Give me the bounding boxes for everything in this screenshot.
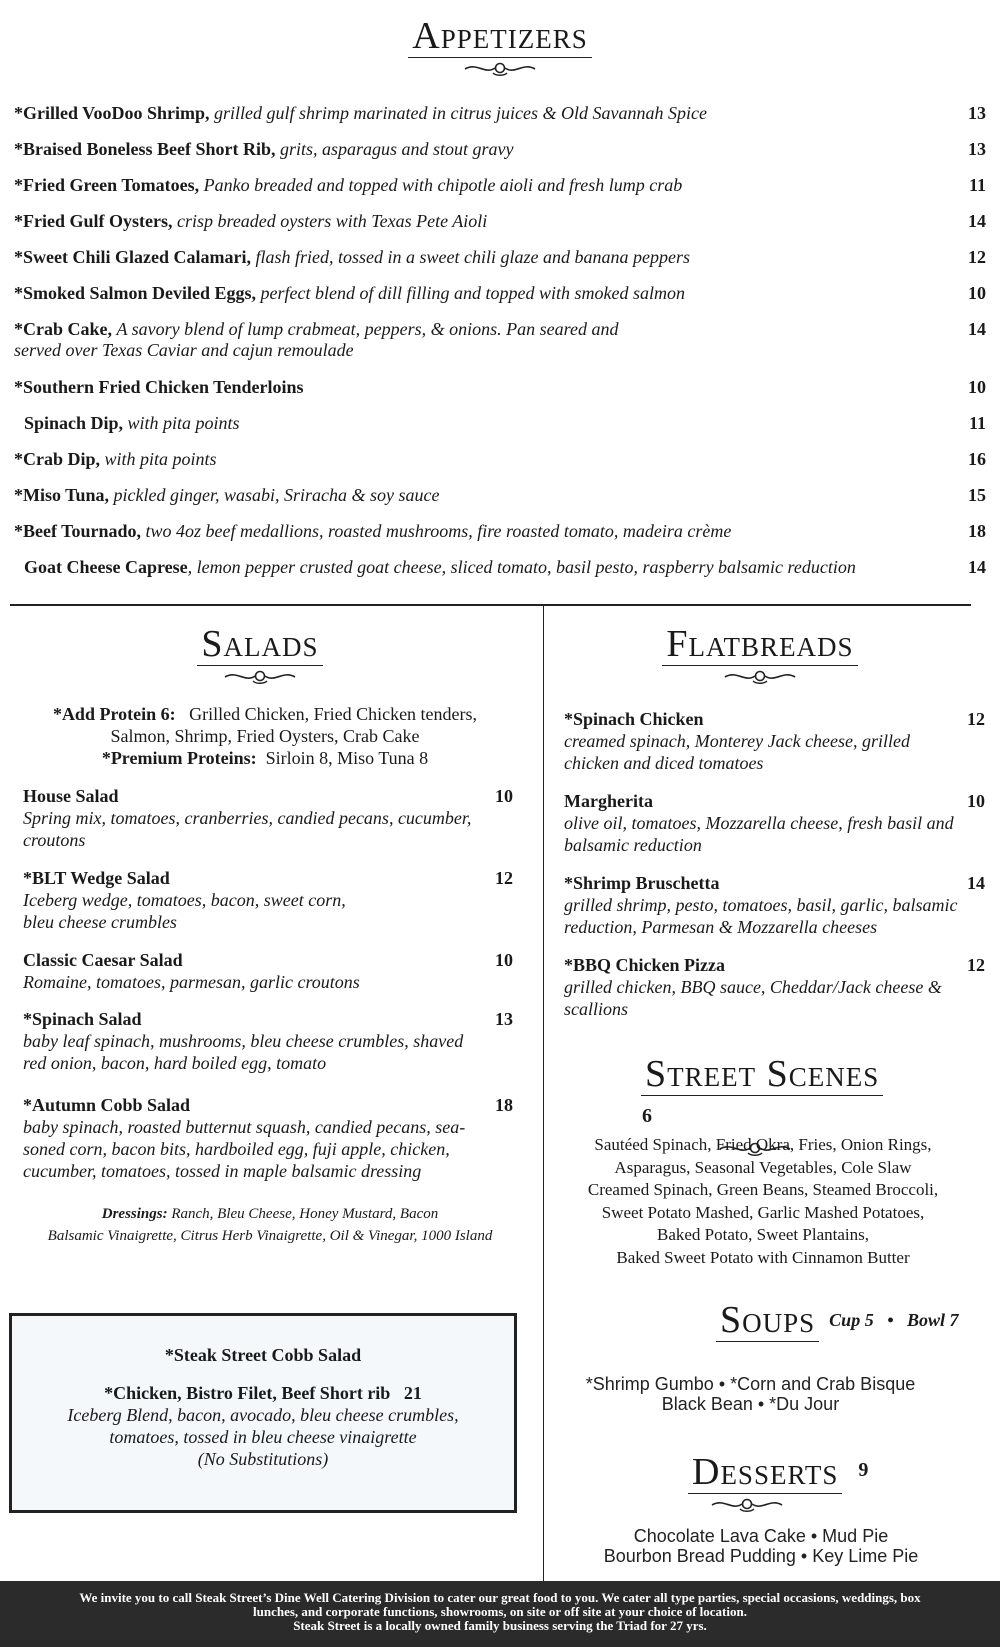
soups-title: Soups — [716, 1300, 819, 1342]
item-description: with pita points — [127, 413, 240, 433]
dessert-line: Chocolate Lava Cake • Mud Pie — [633, 1526, 889, 1546]
catering-footer — [0, 1581, 1000, 1647]
side-line: Sweet Potato Mashed, Garlic Mashed Potatoes, — [601, 1202, 925, 1222]
item-description: Spring mix, tomatoes, cranberries, candied pecans, cucumber, — [23, 808, 472, 828]
soups-bowl-price: Bowl 7 — [907, 1310, 959, 1330]
side-line: Baked Sweet Potato with Cinnamon Butter — [616, 1247, 910, 1267]
appetizers-title: Appetizers — [408, 16, 591, 58]
list-item — [14, 247, 986, 268]
list-item — [14, 413, 986, 434]
list-item — [23, 949, 513, 993]
soups-separator: • — [887, 1310, 894, 1330]
item-price: 14 — [968, 557, 986, 577]
add-protein-line — [10, 703, 520, 725]
list-item — [14, 557, 986, 578]
premium-label: *Premium Proteins: — [101, 748, 257, 768]
protein-label: *Add Protein 6: — [52, 704, 176, 724]
footer-line: lunches, and corporate functions, showrooms, on site or off site at your choice of location. — [253, 1604, 747, 1619]
steak-cobb-note: (No Substitutions) — [197, 1449, 329, 1469]
item-price: 12 — [967, 955, 985, 975]
ornament-icon — [710, 1496, 784, 1514]
item-price: 10 — [968, 283, 986, 303]
item-price: 10 — [495, 950, 513, 970]
footer-line: Steak Street is a locally owned family business serving the Triad for 27 yrs. — [293, 1618, 707, 1633]
item-name: *Crab Dip, — [14, 449, 101, 469]
item-name: *Shrimp Bruschetta — [564, 873, 720, 893]
item-price: 10 — [968, 377, 986, 397]
salads-title: Salads — [197, 624, 322, 666]
side-line: Creamed Spinach, Green Beans, Steamed Broccoli, — [587, 1180, 939, 1199]
dressings-text: Ranch, Bleu Cheese, Honey Mustard, Bacon — [171, 1206, 439, 1222]
item-price: 18 — [968, 521, 986, 541]
list-item — [14, 139, 986, 160]
item-price: 13 — [968, 139, 986, 159]
item-name: *Miso Tuna, — [14, 485, 110, 505]
premium-text: Sirloin 8, Miso Tuna 8 — [265, 748, 429, 768]
item-name: Spinach Dip, — [24, 413, 124, 433]
item-description: grilled shrimp, pesto, tomatoes, basil, garlic, balsamic — [564, 895, 958, 915]
item-name: House Salad — [23, 786, 119, 806]
item-description: bleu cheese crumbles — [23, 912, 177, 932]
item-description: grits, asparagus and stout gravy — [280, 139, 514, 159]
item-price: 11 — [968, 175, 986, 195]
list-item — [14, 175, 986, 196]
item-description: soned corn, bacon bits, hardboiled egg, fuji apple, chicken, — [23, 1139, 450, 1159]
list-item — [564, 790, 985, 856]
steak-cobb-description: tomatoes, tossed in bleu cheese vinaigrette — [109, 1427, 417, 1447]
item-name: *Fried Green Tomatoes, — [14, 175, 200, 195]
item-name: *Grilled VooDoo Shrimp, — [14, 103, 210, 123]
list-item — [23, 785, 513, 851]
item-name: *Fried Gulf Oysters, — [14, 211, 173, 231]
soup-line: *Shrimp Gumbo • *Corn and Crab Bisque — [585, 1374, 916, 1394]
item-description: baby spinach, roasted butternut squash, candied pecans, sea- — [23, 1117, 466, 1137]
item-price: 12 — [968, 247, 986, 267]
item-name: *BLT Wedge Salad — [23, 868, 170, 888]
vertical-divider — [543, 605, 544, 1581]
item-name: *Crab Cake, — [14, 319, 112, 339]
item-description: creamed spinach, Monterey Jack cheese, grilled — [564, 731, 911, 751]
list-item — [14, 485, 986, 506]
list-item — [564, 708, 985, 774]
item-description: grilled gulf shrimp marinated in citrus juices & Old Savannah Spice — [214, 103, 707, 123]
item-description: croutons — [23, 830, 86, 850]
item-description: grilled chicken, BBQ sauce, Cheddar/Jack cheese & — [564, 977, 942, 997]
item-price: 12 — [495, 868, 513, 888]
dressings-label: Dressings: — [101, 1206, 168, 1222]
item-description: crisp breaded oysters with Texas Pete Aioli — [176, 211, 488, 231]
item-description: scallions — [564, 999, 629, 1019]
soups-header — [716, 1300, 976, 1342]
item-description: served over Texas Caviar and cajun remoulade — [14, 340, 354, 360]
steak-cobb-options-line — [12, 1382, 514, 1404]
item-name: *Braised Boneless Beef Short Rib, — [14, 139, 276, 159]
list-item — [564, 872, 985, 938]
item-price: 18 — [495, 1095, 513, 1115]
protein-info — [10, 703, 520, 769]
item-description: baby leaf spinach, mushrooms, bleu cheese crumbles, shaved — [23, 1031, 464, 1051]
item-price: 14 — [968, 319, 986, 339]
item-name: *Autumn Cobb Salad — [23, 1095, 191, 1115]
item-price: 14 — [968, 211, 986, 231]
item-description: cucumber, tomatoes, tossed in maple balsamic dressing — [23, 1161, 422, 1181]
item-price: 11 — [968, 413, 986, 433]
item-description: with pita points — [104, 449, 217, 469]
ornament-icon — [723, 668, 797, 686]
street-scenes-title: Street Scenes — [641, 1054, 883, 1096]
ornament-icon — [463, 60, 537, 78]
list-item — [23, 867, 513, 933]
flatbreads-header — [640, 624, 880, 686]
item-price: 16 — [968, 449, 986, 469]
protein-text: Salmon, Shrimp, Fried Oysters, Crab Cake — [110, 726, 420, 746]
item-description: two 4oz beef medallions, roasted mushrooms, fire roasted tomato, madeira crème — [145, 521, 732, 541]
item-description: , lemon pepper crusted goat cheese, sliced tomato, basil pesto, raspberry balsamic reduction — [187, 557, 856, 577]
desserts-header — [688, 1452, 888, 1514]
list-item — [14, 319, 986, 361]
soups-list — [548, 1374, 953, 1414]
desserts-price: 9 — [858, 1459, 869, 1481]
item-name: *Beef Tournado, — [14, 521, 142, 541]
item-price: 15 — [968, 485, 986, 505]
dressings-note — [10, 1203, 530, 1247]
steak-cobb-title: *Steak Street Cobb Salad — [164, 1345, 362, 1365]
item-description: olive oil, tomatoes, Mozzarella cheese, fresh basil and — [564, 813, 954, 833]
list-item — [14, 211, 986, 232]
item-description: Iceberg wedge, tomatoes, bacon, sweet corn, — [23, 890, 346, 910]
flatbreads-title: Flatbreads — [662, 624, 857, 666]
item-name: *BBQ Chicken Pizza — [564, 955, 725, 975]
item-description: A savory blend of lump crabmeat, peppers, & onions. Pan seared and — [116, 319, 619, 339]
item-name: *Spinach Salad — [23, 1009, 142, 1029]
steak-cobb-box — [9, 1313, 517, 1513]
item-description: red onion, bacon, hard boiled egg, tomato — [23, 1053, 327, 1073]
item-price: 13 — [495, 1009, 513, 1029]
list-item — [14, 377, 986, 398]
item-description: perfect blend of dill filling and topped with smoked salmon — [260, 283, 686, 303]
item-price: 10 — [967, 791, 985, 811]
list-item — [14, 103, 986, 124]
item-description: Panko breaded and topped with chipotle aioli and fresh lump crab — [203, 175, 683, 195]
desserts-title: Desserts — [688, 1452, 842, 1494]
appetizers-header — [0, 16, 1000, 78]
item-price: 12 — [967, 709, 985, 729]
item-price: 14 — [967, 873, 985, 893]
horizontal-divider — [10, 604, 971, 606]
steak-cobb-description: Iceberg Blend, bacon, avocado, bleu cheese crumbles, — [67, 1405, 459, 1425]
item-name: Classic Caesar Salad — [23, 950, 183, 970]
add-protein-line-2 — [10, 725, 520, 747]
item-price: 10 — [495, 786, 513, 806]
item-name: *Spinach Chicken — [564, 709, 704, 729]
item-description: chicken and diced tomatoes — [564, 753, 764, 773]
list-item — [14, 449, 986, 470]
footer-line: We invite you to call Steak Street’s Dine Well Catering Division to cater our great food to you. We cater all type parties, special occasions, weddings, box — [79, 1590, 921, 1605]
dessert-line: Bourbon Bread Pudding • Key Lime Pie — [603, 1546, 919, 1566]
item-name: *Southern Fried Chicken Tenderloins — [14, 377, 304, 397]
steak-cobb-options: *Chicken, Bistro Filet, Beef Short rib — [104, 1383, 391, 1403]
list-item — [564, 954, 985, 1020]
item-name: Margherita — [564, 791, 653, 811]
desserts-list — [556, 1526, 966, 1566]
item-name: *Sweet Chili Glazed Calamari, — [14, 247, 251, 267]
item-description: reduction, Parmesan & Mozzarella cheeses — [564, 917, 878, 937]
item-description: Romaine, tomatoes, parmesan, garlic croutons — [23, 972, 360, 992]
item-description: flash fried, tossed in a sweet chili glaze and banana peppers — [255, 247, 690, 267]
item-name: Goat Cheese Caprese — [24, 557, 188, 577]
list-item — [14, 521, 986, 542]
street-scenes-list — [548, 1134, 978, 1269]
protein-text: Grilled Chicken, Fried Chicken tenders, — [189, 704, 478, 724]
ornament-icon — [223, 668, 297, 686]
item-name: *Smoked Salmon Deviled Eggs, — [14, 283, 257, 303]
list-item — [23, 1008, 513, 1074]
salads-header — [150, 624, 370, 686]
side-line: Asparagus, Seasonal Vegetables, Cole Slaw — [614, 1157, 912, 1177]
list-item — [14, 283, 986, 304]
item-price: 13 — [968, 103, 986, 123]
list-item — [23, 1094, 513, 1182]
side-line: Sautéed Spinach, Fried Okra, Fries, Onion Rings, — [594, 1135, 932, 1154]
premium-protein-line — [10, 747, 520, 769]
item-description: pickled ginger, wasabi, Sriracha & soy sauce — [113, 485, 440, 505]
street-scenes-price: 6 — [642, 1105, 653, 1127]
item-description: balsamic reduction — [564, 835, 702, 855]
dressings-text: Balsamic Vinaigrette, Citrus Herb Vinaigrette, Oil & Vinegar, 1000 Island — [47, 1228, 493, 1244]
side-line: Baked Potato, Sweet Plantains, — [656, 1225, 869, 1244]
soup-line: Black Bean • *Du Jour — [661, 1394, 840, 1414]
soups-cup-price: Cup 5 — [829, 1310, 874, 1330]
steak-cobb-price: 21 — [403, 1383, 422, 1403]
